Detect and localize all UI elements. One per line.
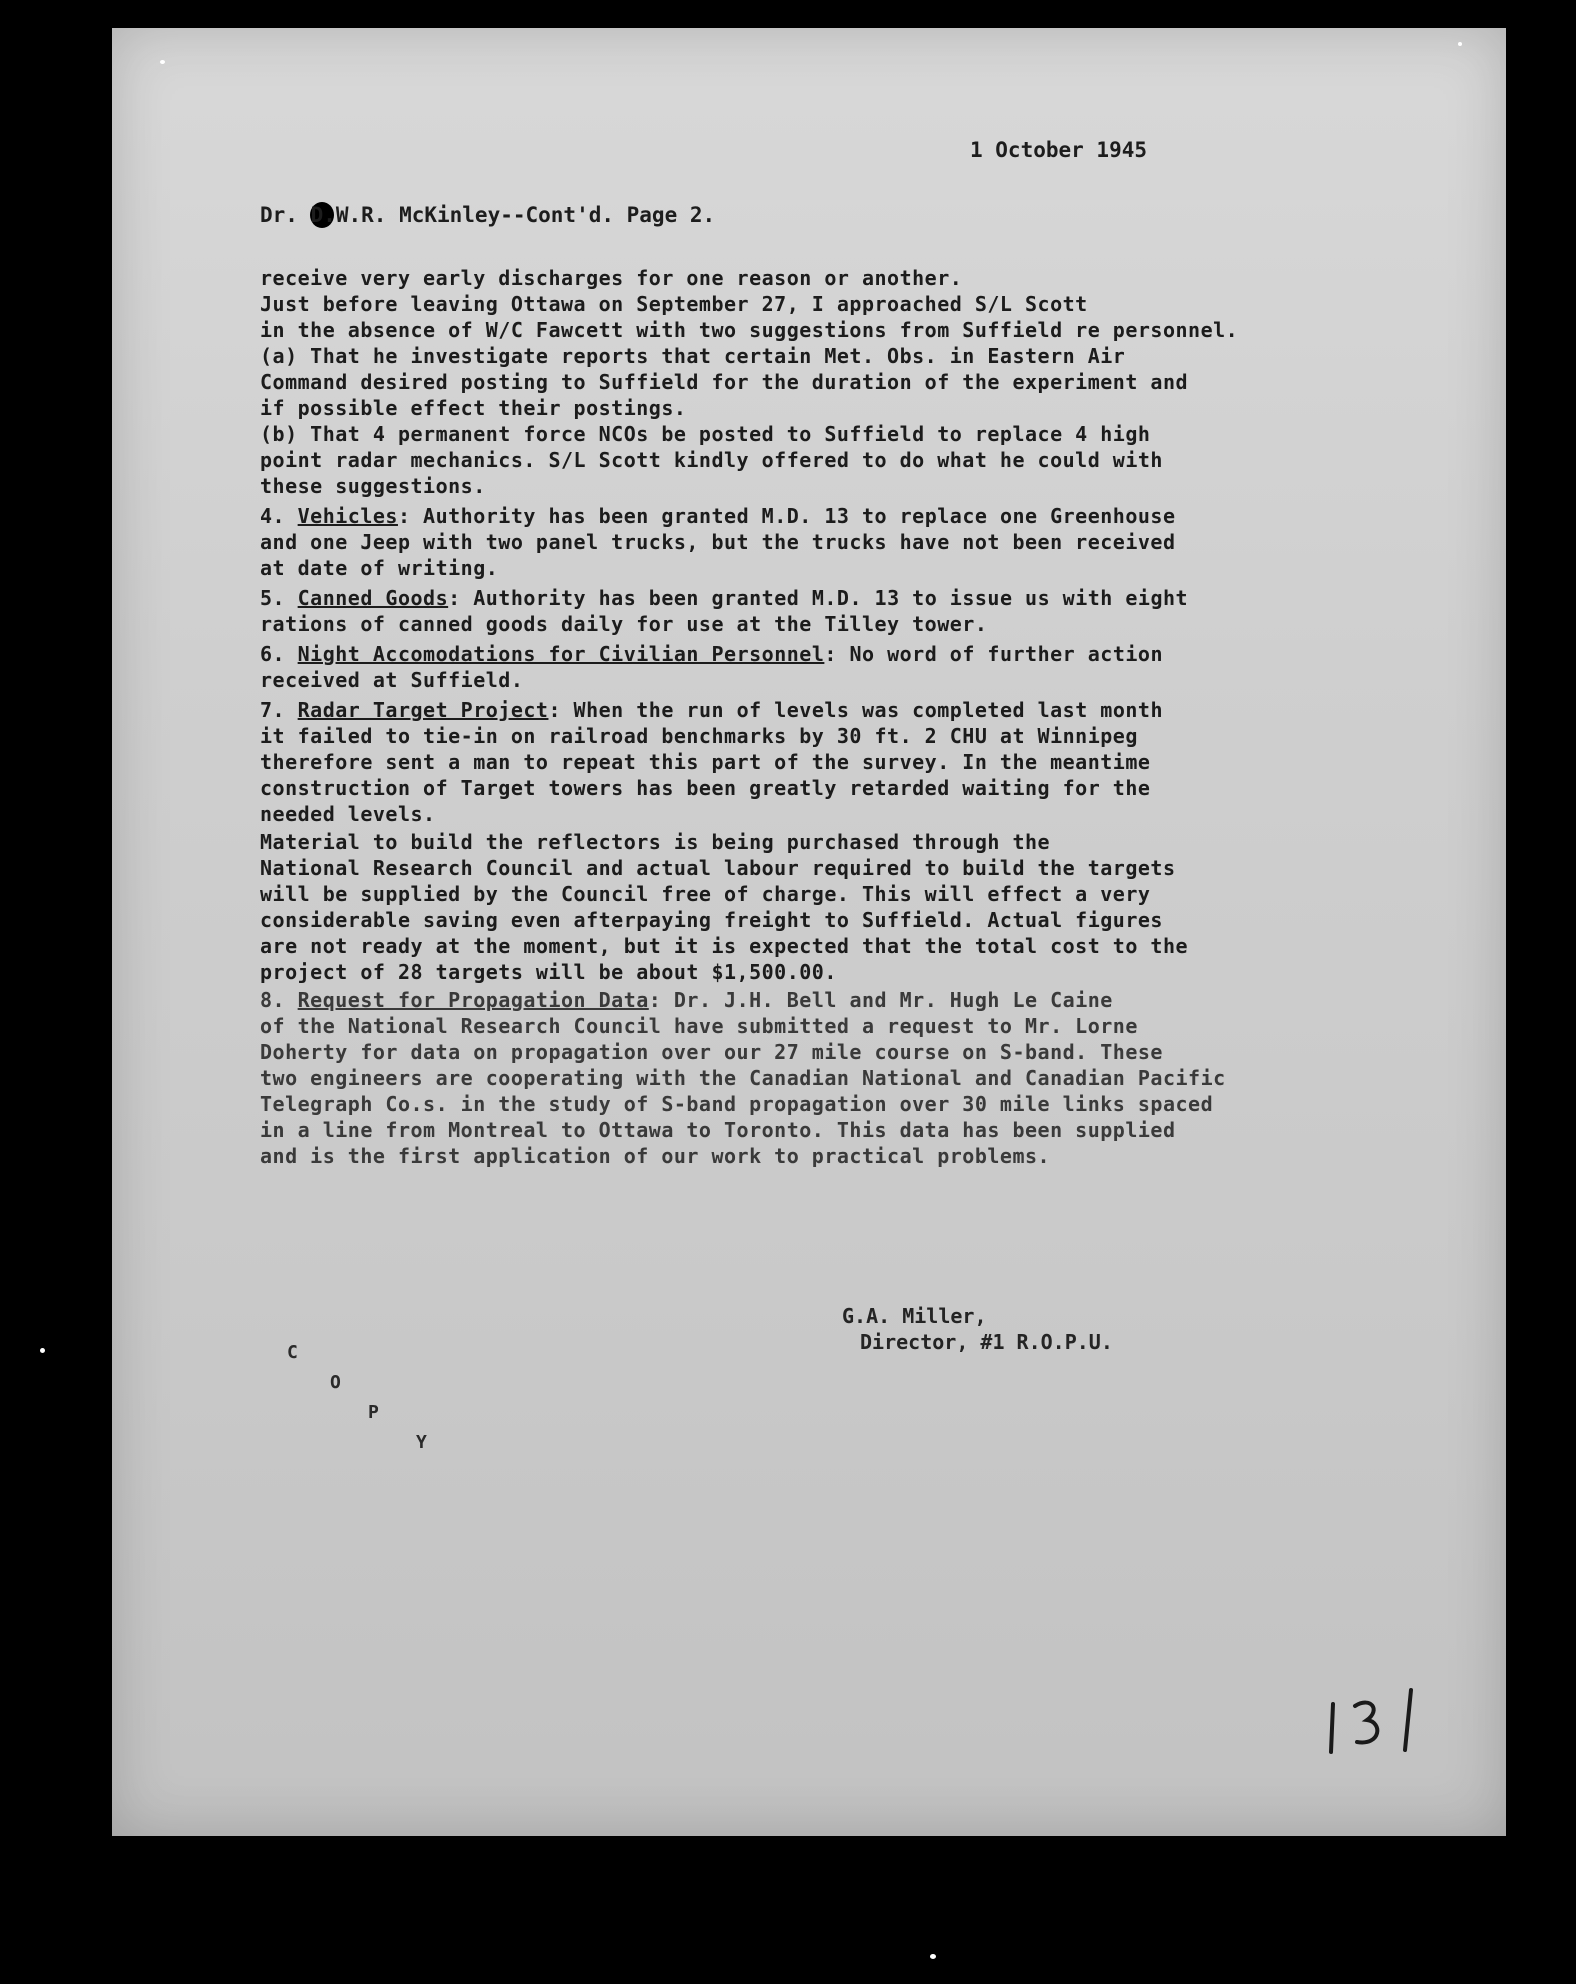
signature-name: G.A. Miller, — [842, 1304, 987, 1328]
item-heading-radar-target-project: Radar Target Project — [297, 698, 549, 722]
body-line: are not ready at the moment, but it is expected that the total cost to the — [260, 934, 1189, 958]
item-number: 7. — [260, 698, 286, 722]
body-line: Material to build the reflectors is being purchased through the — [260, 830, 1051, 854]
copy-mark-letter: P — [368, 1402, 379, 1423]
item-heading-night-accomodations: Night Accomodations for Civilian Personnel — [297, 642, 825, 666]
body-line: construction of Target towers has been greatly retarded waiting for the — [260, 776, 1151, 800]
handwritten-folio-number — [1327, 1686, 1437, 1756]
body-line: receive very early discharges for one reason or another. — [260, 266, 963, 290]
item-text: : Authority has been granted M.D. 13 to replace one Greenhouse — [397, 504, 1176, 528]
body-line: therefore sent a man to repeat this part of the survey. In the meantime — [260, 750, 1151, 774]
body-line: in a line from Montreal to Ottawa to Toronto. This data has been supplied — [260, 1118, 1176, 1142]
item-6-first-line — [260, 642, 1163, 666]
page-header: Dr. D.W.R. McKinley--Cont'd. Page 2. — [260, 203, 716, 227]
copy-mark-letter: C — [287, 1342, 298, 1363]
item-heading-request-for-propagation-data: Request for Propagation Data — [297, 988, 649, 1012]
body-line: at date of writing. — [260, 556, 499, 580]
item-7-first-line — [260, 698, 1163, 722]
body-line: needed levels. — [260, 802, 436, 826]
body-line: National Research Council and actual labour required to build the targets — [260, 856, 1176, 880]
item-8-first-line — [260, 988, 1113, 1012]
body-line: point radar mechanics. S/L Scott kindly offered to do what he could with — [260, 448, 1163, 472]
signature-title: Director, #1 R.O.P.U. — [860, 1330, 1113, 1354]
item-5-first-line — [260, 586, 1188, 610]
body-line: it failed to tie-in on railroad benchmarks by 30 ft. 2 CHU at Winnipeg — [260, 724, 1138, 748]
body-line: and is the first application of our work to practical problems. — [260, 1144, 1051, 1168]
body-line: and one Jeep with two panel trucks, but the trucks have not been received — [260, 530, 1176, 554]
item-number: 5. — [260, 586, 286, 610]
body-line: Just before leaving Ottawa on September 27, I approached S/L Scott — [260, 292, 1088, 316]
body-line: Doherty for data on propagation over our 27 mile course on S-band. These — [260, 1040, 1163, 1064]
item-text: : When the run of levels was completed last month — [548, 698, 1163, 722]
copy-mark-letter: Y — [416, 1432, 427, 1453]
item-number: 8. — [260, 988, 286, 1012]
film-speck — [930, 1954, 936, 1959]
copy-mark-letter: O — [330, 1372, 341, 1393]
body-line: rations of canned goods daily for use at the Tilley tower. — [260, 612, 988, 636]
body-line: Command desired posting to Suffield for the duration of the experiment and — [260, 370, 1189, 394]
body-line: in the absence of W/C Fawcett with two suggestions from Suffield re personnel. — [260, 318, 1239, 342]
body-line: if possible effect their postings. — [260, 396, 687, 420]
film-speck — [1458, 42, 1462, 46]
body-line: will be supplied by the Council free of charge. This will effect a very — [260, 882, 1151, 906]
body-line: received at Suffield. — [260, 668, 524, 692]
item-text: : Dr. J.H. Bell and Mr. Hugh Le Caine — [648, 988, 1113, 1012]
body-line: of the National Research Council have submitted a request to Mr. Lorne — [260, 1014, 1138, 1038]
body-line: two engineers are cooperating with the Canadian National and Canadian Pacific — [260, 1066, 1226, 1090]
item-text: : Authority has been granted M.D. 13 to issue us with eight — [448, 586, 1189, 610]
item-text: : No word of further action — [824, 642, 1163, 666]
body-line: Telegraph Co.s. in the study of S-band propagation over 30 mile links spaced — [260, 1092, 1214, 1116]
film-speck — [160, 60, 165, 64]
body-line: project of 28 targets will be about $1,500.00. — [260, 960, 837, 984]
document-page — [112, 28, 1506, 1836]
item-number: 4. — [260, 504, 286, 528]
body-line: (b) That 4 permanent force NCOs be posted to Suffield to replace 4 high — [260, 422, 1151, 446]
item-heading-vehicles: Vehicles — [297, 504, 398, 528]
body-line: (a) That he investigate reports that certain Met. Obs. in Eastern Air — [260, 344, 1126, 368]
letter-date: 1 October 1945 — [970, 138, 1148, 162]
item-4-first-line — [260, 504, 1176, 528]
film-speck — [40, 1348, 45, 1353]
item-heading-canned-goods: Canned Goods — [297, 586, 449, 610]
body-line: these suggestions. — [260, 474, 486, 498]
body-line: considerable saving even afterpaying freight to Suffield. Actual figures — [260, 908, 1163, 932]
item-number: 6. — [260, 642, 286, 666]
